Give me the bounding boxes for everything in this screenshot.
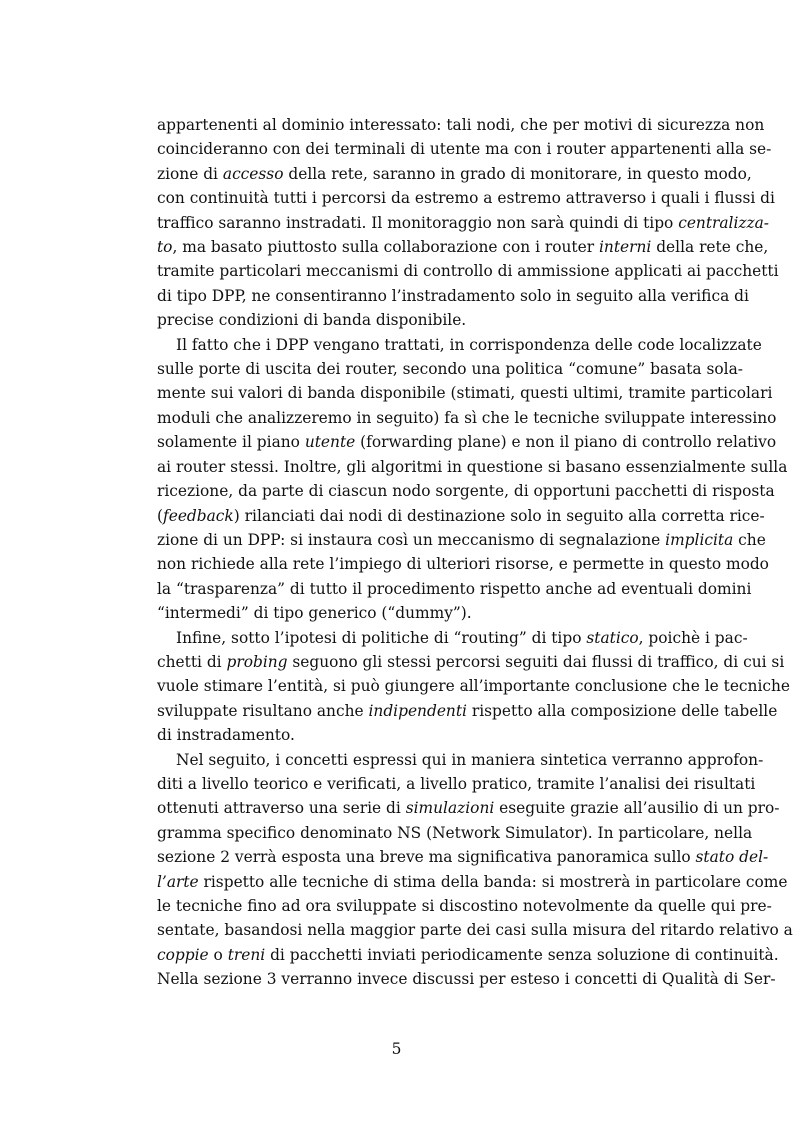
- text-line: [157, 870, 788, 894]
- italic-text: simulazioni: [405, 799, 495, 818]
- text-segment: moduli che analizzeremo in seguito) fa sì che le tecniche sviluppate interessino: [157, 408, 777, 427]
- text-line: [157, 284, 749, 308]
- text-line: [157, 723, 635, 747]
- text-line: [157, 748, 764, 772]
- text-line: [157, 699, 778, 723]
- italic-text: implicita: [665, 530, 734, 549]
- text-line: [157, 162, 752, 186]
- italic-text: interni: [598, 238, 652, 257]
- text-segment: Nella sezione 3 verranno invece discussi per esteso i concetti di Qualità di Ser-: [157, 970, 776, 989]
- text-segment: la “trasparenza” di tutto il procedimento rispetto anche ad eventuali domini: [157, 579, 752, 598]
- text-segment: seguono gli stessi percorsi seguiti dai flussi di traffico, di cui si: [287, 652, 785, 671]
- text-segment: zione di un DPP: si instaura così un meccanismo di segnalazione: [157, 530, 666, 549]
- italic-text: accesso: [222, 164, 284, 183]
- text-line: [157, 821, 753, 845]
- text-segment: , ma basato piuttosto sulla collaborazione con i router: [172, 238, 599, 257]
- body-text: [157, 113, 793, 992]
- text-segment: eseguite grazie all’ausilio di un pro-: [494, 799, 780, 818]
- text-segment: solamente il piano: [157, 433, 305, 452]
- text-segment: , poichè i pac-: [638, 628, 748, 647]
- text-segment: zione di: [157, 164, 223, 183]
- text-line: [157, 308, 635, 332]
- text-segment: (: [157, 506, 164, 525]
- text-segment: ricezione, da parte di ciascun nodo sorgente, di opportuni pacchetti di risposta: [157, 482, 775, 501]
- text-segment: sulle porte di uscita dei router, secondo una politica “comune” basata sola-: [157, 360, 743, 379]
- text-segment: rispetto alla composizione delle tabelle: [466, 701, 778, 720]
- text-line: [157, 845, 769, 869]
- paragraph: [157, 333, 788, 626]
- text-segment: Il fatto che i DPP vengano trattati, in corrispondenza delle code localizzate: [176, 335, 762, 354]
- paragraph: [157, 626, 791, 748]
- text-line: [157, 137, 772, 161]
- italic-text: treni: [227, 945, 266, 964]
- text-line: [157, 918, 793, 942]
- text-segment: ottenuti attraverso una serie di: [157, 799, 406, 818]
- text-line: [157, 406, 777, 430]
- text-line: [157, 235, 769, 259]
- text-segment: le tecniche fino ad ora sviluppate si discostino notevolmente da quelle qui pre-: [157, 897, 772, 915]
- text-line: [157, 577, 752, 601]
- italic-text: centralizza-: [678, 213, 769, 232]
- paragraph: [157, 113, 779, 333]
- text-line: [157, 211, 769, 235]
- text-segment: precise condizioni di banda disponibile.: [157, 311, 467, 330]
- text-segment: o: [208, 945, 228, 964]
- text-segment: sviluppate risultano anche: [157, 701, 369, 720]
- text-segment: non richiede alla rete l’impiego di ulteriori risorse, e permette in questo modo: [157, 555, 769, 574]
- text-line: [157, 552, 769, 576]
- italic-text: l’arte: [157, 872, 199, 891]
- text-segment: traffico saranno instradati. Il monitoraggio non sarà quindi di tipo: [157, 213, 679, 232]
- text-segment: (forwarding plane) e non il piano di controllo relativo: [355, 433, 777, 452]
- text-line: [157, 479, 775, 503]
- italic-text: to: [157, 238, 173, 257]
- text-line: [157, 967, 776, 991]
- text-line: [157, 601, 635, 625]
- text-line: [157, 357, 743, 381]
- text-segment: ai router stessi. Inoltre, gli algoritmi in questione si basano essenzialmente sulla: [157, 457, 788, 476]
- text-segment: della rete che,: [651, 238, 769, 257]
- text-segment: coincideranno con dei terminali di utente ma con i router appartenenti alla se-: [157, 140, 772, 159]
- italic-text: probing: [226, 652, 288, 671]
- text-segment: di tipo DPP, ne consentiranno l’instradamento solo in seguito alla verifica di: [157, 286, 749, 305]
- text-line: [157, 430, 777, 454]
- text-segment: con continuità tutti i percorsi da estremo a estremo attraverso i quali i flussi di: [157, 189, 775, 208]
- text-segment: vuole stimare l’entità, si può giungere all’importante conclusione che le tecniche: [157, 677, 791, 696]
- italic-text: utente: [304, 433, 356, 452]
- text-line: [157, 674, 791, 698]
- text-line: [157, 943, 779, 967]
- text-line: [157, 504, 765, 528]
- text-segment: sezione 2 verrà esposta una breve ma significativa panoramica sullo: [157, 848, 696, 867]
- text-segment: gramma specifico denominato NS (Network Simulator). In particolare, nella: [157, 823, 753, 842]
- text-line: [157, 796, 780, 820]
- paragraph: [157, 748, 793, 992]
- text-line: [157, 528, 766, 552]
- text-segment: Nel seguito, i concetti espressi qui in maniera sintetica verranno approfon-: [176, 750, 764, 769]
- text-segment: ) rilanciati dai nodi di destinazione solo in seguito alla corretta rice-: [233, 506, 765, 525]
- text-line: [157, 772, 756, 796]
- text-line: [157, 259, 779, 283]
- text-line: [157, 650, 785, 674]
- text-segment: tramite particolari meccanismi di controllo di ammissione applicati ai pacchetti: [157, 262, 779, 281]
- text-line: [157, 455, 788, 479]
- text-segment: di pacchetti inviati periodicamente senza soluzione di continuità.: [265, 945, 779, 964]
- italic-text: feedback: [163, 506, 234, 525]
- text-line: [157, 894, 772, 918]
- text-segment: appartenenti al dominio interessato: tali nodi, che per motivi di sicurezza non: [157, 116, 765, 134]
- text-line: [157, 333, 762, 357]
- italic-text: coppie: [157, 945, 209, 964]
- text-segment: di instradamento.: [157, 726, 295, 745]
- text-segment: Infine, sotto l’ipotesi di politiche di “routing” di tipo: [176, 628, 587, 647]
- text-line: [157, 381, 773, 405]
- text-segment: “intermedi” di tipo generico (“dummy”).: [157, 604, 472, 623]
- text-segment: diti a livello teorico e verificati, a livello pratico, tramite l’analisi dei risultati: [157, 774, 756, 793]
- page-number: 5: [391, 1040, 402, 1058]
- text-segment: chetti di: [157, 652, 227, 671]
- italic-text: indipendenti: [368, 701, 467, 720]
- text-segment: che: [733, 530, 766, 549]
- text-segment: rispetto alle tecniche di stima della banda: si mostrerà in particolare come: [198, 872, 788, 891]
- text-line: [157, 113, 765, 137]
- text-segment: della rete, saranno in grado di monitorare, in questo modo,: [283, 164, 752, 183]
- italic-text: stato del-: [695, 848, 769, 867]
- text-segment: sentate, basandosi nella maggior parte dei casi sulla misura del ritardo relativo a: [157, 921, 793, 940]
- text-line: [157, 186, 775, 210]
- text-segment: mente sui valori di banda disponibile (stimati, questi ultimi, tramite particolari: [157, 384, 773, 403]
- italic-text: statico: [586, 628, 639, 647]
- text-line: [157, 626, 748, 650]
